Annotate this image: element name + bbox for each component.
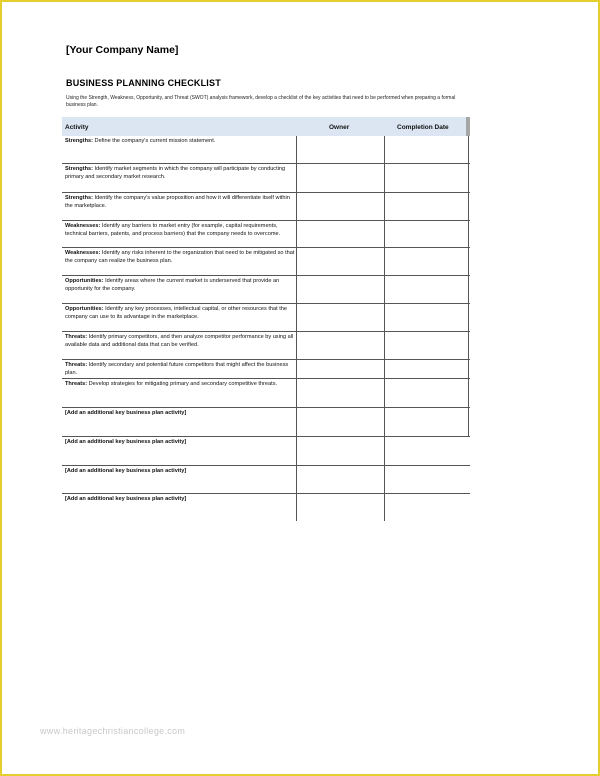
activity-category: Opportunities: [65,306,104,312]
activity-category: [Add an additional key business plan activity] [65,439,187,445]
completion-date-cell[interactable] [385,408,467,436]
completion-date-cell[interactable] [385,221,467,247]
completion-date-cell[interactable] [385,494,467,521]
owner-cell[interactable] [297,494,383,521]
activity-description: Identify areas where the current market is underserved that provide an opportunity for the company. [65,278,280,292]
table-row [62,360,470,379]
completion-date-cell[interactable] [385,164,467,192]
table-row [62,248,470,276]
owner-cell[interactable] [297,276,383,303]
completion-date-cell[interactable] [385,437,467,465]
activity-category: Strengths: [65,195,93,201]
completion-date-cell[interactable] [385,360,467,378]
owner-cell[interactable] [297,164,383,192]
completion-date-cell[interactable] [385,304,467,331]
company-name: [Your Company Name] [66,44,179,56]
intro-text: Using the Strength, Weakness, Opportunity, and Threat (SWOT) analysis framework, develop a checklist of the key activities that need to be performed when preparing a formal business plan. [66,95,456,108]
activity-cell [65,334,295,349]
column-divider [468,379,469,407]
activity-category: Strengths: [65,138,93,144]
table-row [62,164,470,193]
activity-cell [65,496,295,504]
activity-category: Threats: [65,334,88,340]
column-divider [468,360,469,378]
owner-cell[interactable] [297,193,383,220]
activity-category: Opportunities: [65,278,104,284]
activity-category: Strengths: [65,166,93,172]
table-header [62,117,470,136]
table-row [62,379,470,408]
table-row [62,332,470,360]
activity-cell [65,410,295,418]
activity-description: Identify any barriers to market entry (for example, capital requirements, technical barriers, patents, and process barriers) that the company needs to overcome. [65,223,281,237]
header-activity: Activity [65,124,89,131]
activity-cell [65,138,295,146]
activity-description: Identify any risks inherent to the organization that need to be mitigated so that the company can realize the business plan. [65,250,295,264]
table-row [62,437,470,466]
activity-cell [65,223,295,238]
column-divider [468,164,469,192]
activity-cell [65,381,295,389]
column-divider [468,408,469,436]
activity-cell [65,306,295,321]
completion-date-cell[interactable] [385,332,467,359]
watermark: www.heritagechristiancollege.com [40,726,186,736]
owner-cell[interactable] [297,248,383,275]
table-row [62,193,470,221]
activity-cell [65,195,295,210]
activity-description: Identify primary competitors, and then analyze competitor performance by using all available data and additional data that can be verified. [65,334,294,348]
completion-date-cell[interactable] [385,136,467,163]
completion-date-cell[interactable] [385,248,467,275]
activity-description: Identify secondary and potential future competitors that might affect the business plan. [65,362,289,376]
completion-date-cell[interactable] [385,379,467,407]
activity-cell [65,439,295,447]
column-divider [468,193,469,220]
column-divider [468,248,469,275]
table-row [62,221,470,248]
table-row [62,276,470,304]
owner-cell[interactable] [297,437,383,465]
owner-cell[interactable] [297,136,383,163]
activity-description: Develop strategies for mitigating primary and secondary competitive threats. [88,381,278,387]
activity-category: [Add an additional key business plan activity] [65,468,187,474]
owner-cell[interactable] [297,221,383,247]
activity-category: Weaknesses: [65,250,101,256]
completion-date-cell[interactable] [385,193,467,220]
activity-description: Define the company's current mission statement. [94,138,216,144]
activity-description: Identify the company's value proposition and how it will differentiate itself within the marketplace. [65,195,290,209]
owner-cell[interactable] [297,466,383,493]
activity-cell [65,250,295,265]
table-body [62,136,470,521]
owner-cell[interactable] [297,360,383,378]
column-divider [468,221,469,247]
table-row [62,466,470,494]
owner-cell[interactable] [297,304,383,331]
header-completion-date: Completion Date [397,124,449,131]
owner-cell[interactable] [297,332,383,359]
table-row [62,494,470,521]
activity-category: [Add an additional key business plan activity] [65,496,187,502]
column-divider [468,304,469,331]
activity-cell [65,362,295,377]
activity-category: [Add an additional key business plan activity] [65,410,187,416]
header-owner: Owner [329,124,350,131]
activity-category: Threats: [65,362,88,368]
completion-date-cell[interactable] [385,466,467,493]
activity-cell [65,278,295,293]
activity-category: Threats: [65,381,88,387]
activity-category: Weaknesses: [65,223,101,229]
activity-description: Identify any key processes, intellectual capital, or other resources that the company can use to its advantage in the marketplace. [65,306,287,320]
table-row [62,304,470,332]
activity-description: Identify market segments in which the company will participate by conducting primary and secondary market research. [65,166,286,180]
activity-cell [65,468,295,476]
owner-cell[interactable] [297,379,383,407]
owner-cell[interactable] [297,408,383,436]
column-divider [468,136,469,163]
column-divider [468,332,469,359]
completion-date-cell[interactable] [385,276,467,303]
activity-cell [65,166,295,181]
page-title: BUSINESS PLANNING CHECKLIST [66,78,221,88]
table-row [62,408,470,437]
checklist-table [62,117,470,521]
column-divider [468,276,469,303]
table-row [62,136,470,164]
